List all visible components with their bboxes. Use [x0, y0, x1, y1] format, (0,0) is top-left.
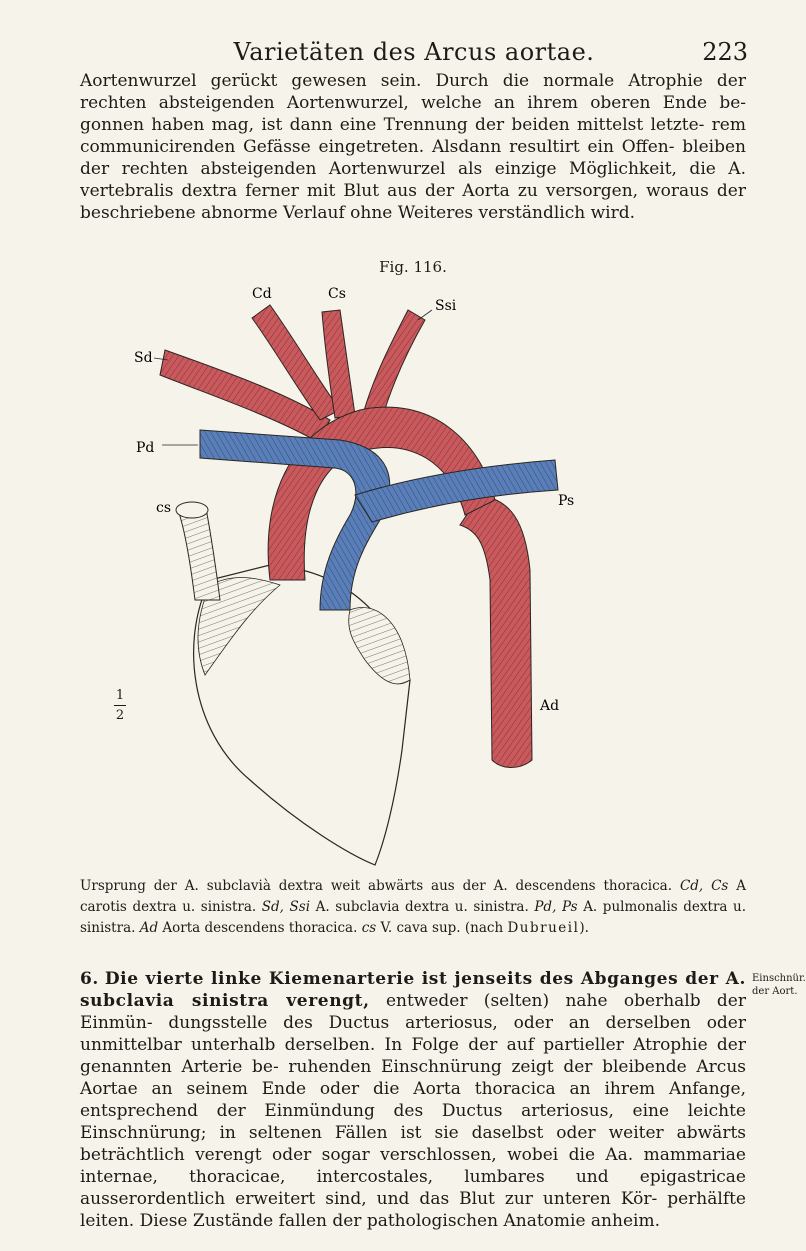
label-sd: Sd: [134, 350, 153, 366]
page-number: 223: [702, 38, 748, 66]
running-head: [80, 38, 748, 68]
caption-text-3: A. subclavia dextra u. sinistra.: [315, 899, 529, 915]
caption-text-7: ).: [579, 920, 589, 936]
label-cs: Cs: [328, 286, 346, 302]
caption-author: Dubrueil: [507, 920, 580, 936]
label-ps: Ps: [558, 493, 575, 509]
caption-abbr-4: Ad: [139, 920, 159, 936]
caption-text-6: V. cava sup. (nach: [380, 920, 504, 936]
figure-label: Fig. 116.: [379, 258, 447, 276]
running-title: Varietäten des Arcus aortae.: [233, 38, 595, 66]
caption-text-5: Aorta descendens thoracica.: [162, 920, 358, 936]
scale-numerator: 1: [115, 688, 125, 703]
label-pd: Pd: [136, 440, 155, 456]
label-cs-vena: cs: [156, 500, 172, 516]
paragraph-1: Aortenwurzel gerückt gewesen sein. Durch die normale Atrophie der rechten absteigenden Aortenwurzel, welche an ihrem oberen Ende be- gonnen haben mag, ist dann eine Trennung der beiden mittelst letzte- rem communicirenden Gefässe eingetreten. Alsdann resultirt ein Offen- bleiben der rechten absteigenden Aortenwurzel als einzige Möglichkeit, die A. vertebralis dextra ferner mit Blut aus der Aorta zu versorgen, woraus der beschriebene abnorme Verlauf ohne Weiteres verständlich wird.: [80, 71, 746, 223]
descending-aorta: [460, 495, 532, 768]
leader-ssi: [418, 310, 432, 320]
figure-caption: [80, 876, 746, 939]
caption-abbr-3: Pd, Ps: [534, 899, 578, 915]
paragraph-2-rest: entweder (selten) nahe oberhalb der Einmün- dungsstelle des Ductus arteriosus, oder an derselben oder unmittelbar unterhalb derselben. In Folge der auf partieller Atrophie der genannten Arterie be- ruhenden Einschnürung zeigt der bleibende Arcus Aortae an seinem Ende oder die Aorta thoracica an ihrem Anfange, entsprechend der Einmündung des Ductus arteriosus, eine leichte Einschnürung; in seltenen Fällen ist sie daselbst oder weiter abwärts beträchtlich verengt oder sogar verschlossen, wobei die Aa. mammariae internae, thoracicae, intercostales, lumbares und epigastricae ausserordentlich erweitert sind, und das Blut zur unteren Kör- perhälfte leiten. Diese Zustände fallen der pathologischen Anatomie anheim.: [80, 991, 746, 1231]
caption-text-2: A carotis dextra u. sinistra.: [80, 878, 747, 915]
caption-abbr-5: cs: [361, 920, 377, 936]
label-cd: Cd: [252, 286, 272, 302]
margin-note: Einschnür. der Aort.: [752, 973, 806, 997]
anatomical-figure: [134, 280, 660, 870]
caption-text-1: Ursprung der A. subclavià dextra weit abwärts aus der A. descendens thoracica.: [80, 878, 673, 894]
scale-bar: [114, 705, 126, 706]
scale-denominator: 2: [115, 708, 125, 723]
caption-text-4: A. pulmonalis dextra u. sinistra.: [80, 899, 747, 936]
vena-cava-opening: [176, 502, 208, 518]
caption-abbr-1: Cd, Cs: [679, 878, 729, 894]
paragraph-2: [80, 968, 746, 1232]
paragraph-2-lead: Die vierte linke Kiemenarterie ist jenseits des Abganges der A. subclavia sinistra verengt,: [80, 969, 746, 1011]
caption-abbr-2: Sd, Ssi: [261, 899, 311, 915]
label-ssi: Ssi: [435, 298, 457, 314]
label-ad: Ad: [540, 698, 560, 714]
scale-fraction: [108, 688, 132, 723]
vena-cava-superior: [178, 508, 220, 600]
paragraph-2-number: 6.: [80, 969, 99, 989]
atrium-shading: [349, 608, 410, 684]
